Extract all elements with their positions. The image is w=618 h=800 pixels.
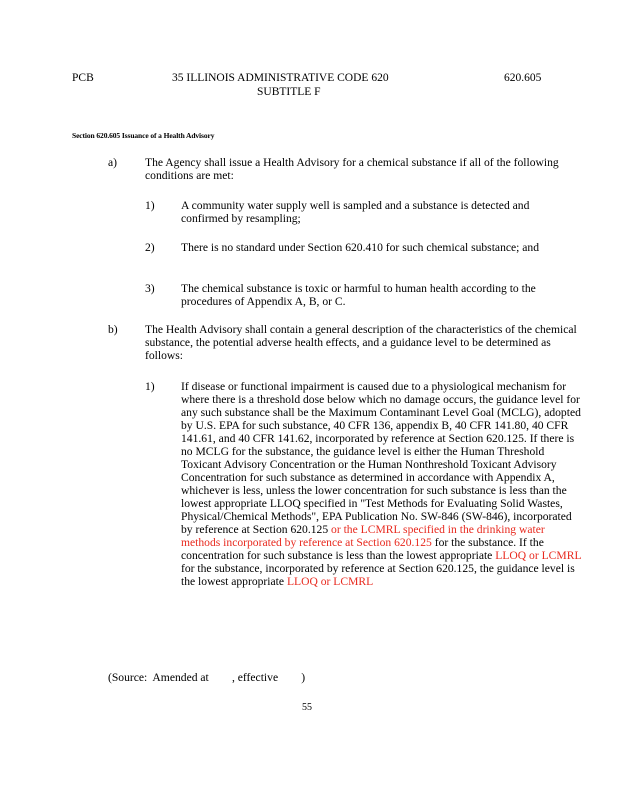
item-a3-text: The chemical substance is toxic or harmful to human health according to the procedures of Appendix A, B, or C. [181, 282, 536, 308]
item-a1-marker: 1) [145, 199, 155, 212]
item-b1-text-part1: If disease or functional impairment is caused due to a physiological mechanism for where there is a threshold dose below which no damage occurs, the guidance level for any such substance shall be the Maximum Contaminant Level Goal (MCLG), adopted by U.S. EPA for such substance, 40 CFR 136, appendix B, 40 CFR 141.80, 40 CFR 141.61, and 40 CFR 141.62, incorporated by reference at Section 620.125. If there is no MCLG for the substance, the guidance level is either the Human Threshold Toxicant Advisory Concentration or the Human Nonthreshold Toxicant Advisory Concentration for such substance as determined in accordance with Appendix A, whichever is less, unless the lower concentration for such substance is less than the lowest appropriate LLOQ specified in "Test Methods for Evaluating Solid Wastes, Physical/Chemical Methods", EPA Publication No. SW-846 (SW-846), incorporated by reference at Section 620.125 [181, 380, 581, 536]
amendment-text-lloq-1: LLOQ or LCMRL [495, 549, 582, 562]
section-title: Section 620.605 Issuance of a Health Advisory [72, 131, 215, 140]
subsection-b-text: The Health Advisory shall contain a general description of the characteristics of the chemical substance, the potential adverse health effects, and a guidance level to be determined as follows: [145, 323, 577, 362]
item-a2-text: There is no standard under Section 620.410 for such chemical substance; and [181, 241, 540, 254]
item-a3-marker: 3) [145, 282, 155, 295]
header-left: PCB [72, 72, 94, 84]
item-a2-marker: 2) [145, 241, 155, 254]
item-b1-text [181, 380, 583, 588]
subsection-a-marker: a) [108, 156, 118, 169]
page-number: 55 [302, 702, 312, 713]
item-b1-text-part3: for the substance, incorporated by reference at Section 620.125, the guidance level is the lowest appropriate [181, 562, 575, 588]
item-b1-text-part2: for the substance. If the concentration for such substance is less than the lowest appropriate [181, 536, 544, 562]
source-note: (Source: Amended at , effective ) [108, 671, 306, 684]
header-center: 35 ILLINOIS ADMINISTRATIVE CODE 620 [172, 72, 389, 84]
amendment-text-lcmrl: or the LCMRL specified in the drinking water methods incorporated by reference at Section 620.125 [181, 523, 545, 549]
subsection-b-marker: b) [108, 323, 118, 336]
subsection-a-text: The Agency shall issue a Health Advisory for a chemical substance if all of the following conditions are met: [145, 156, 559, 182]
item-a1-text: A community water supply well is sampled and a substance is detected and confirmed by resampling; [181, 199, 530, 225]
header-right: 620.605 [504, 72, 542, 84]
item-b1-marker: 1) [145, 380, 155, 393]
header-subtitle: SUBTITLE F [257, 86, 321, 98]
amendment-text-lloq-2: LLOQ or LCMRL [286, 575, 374, 588]
